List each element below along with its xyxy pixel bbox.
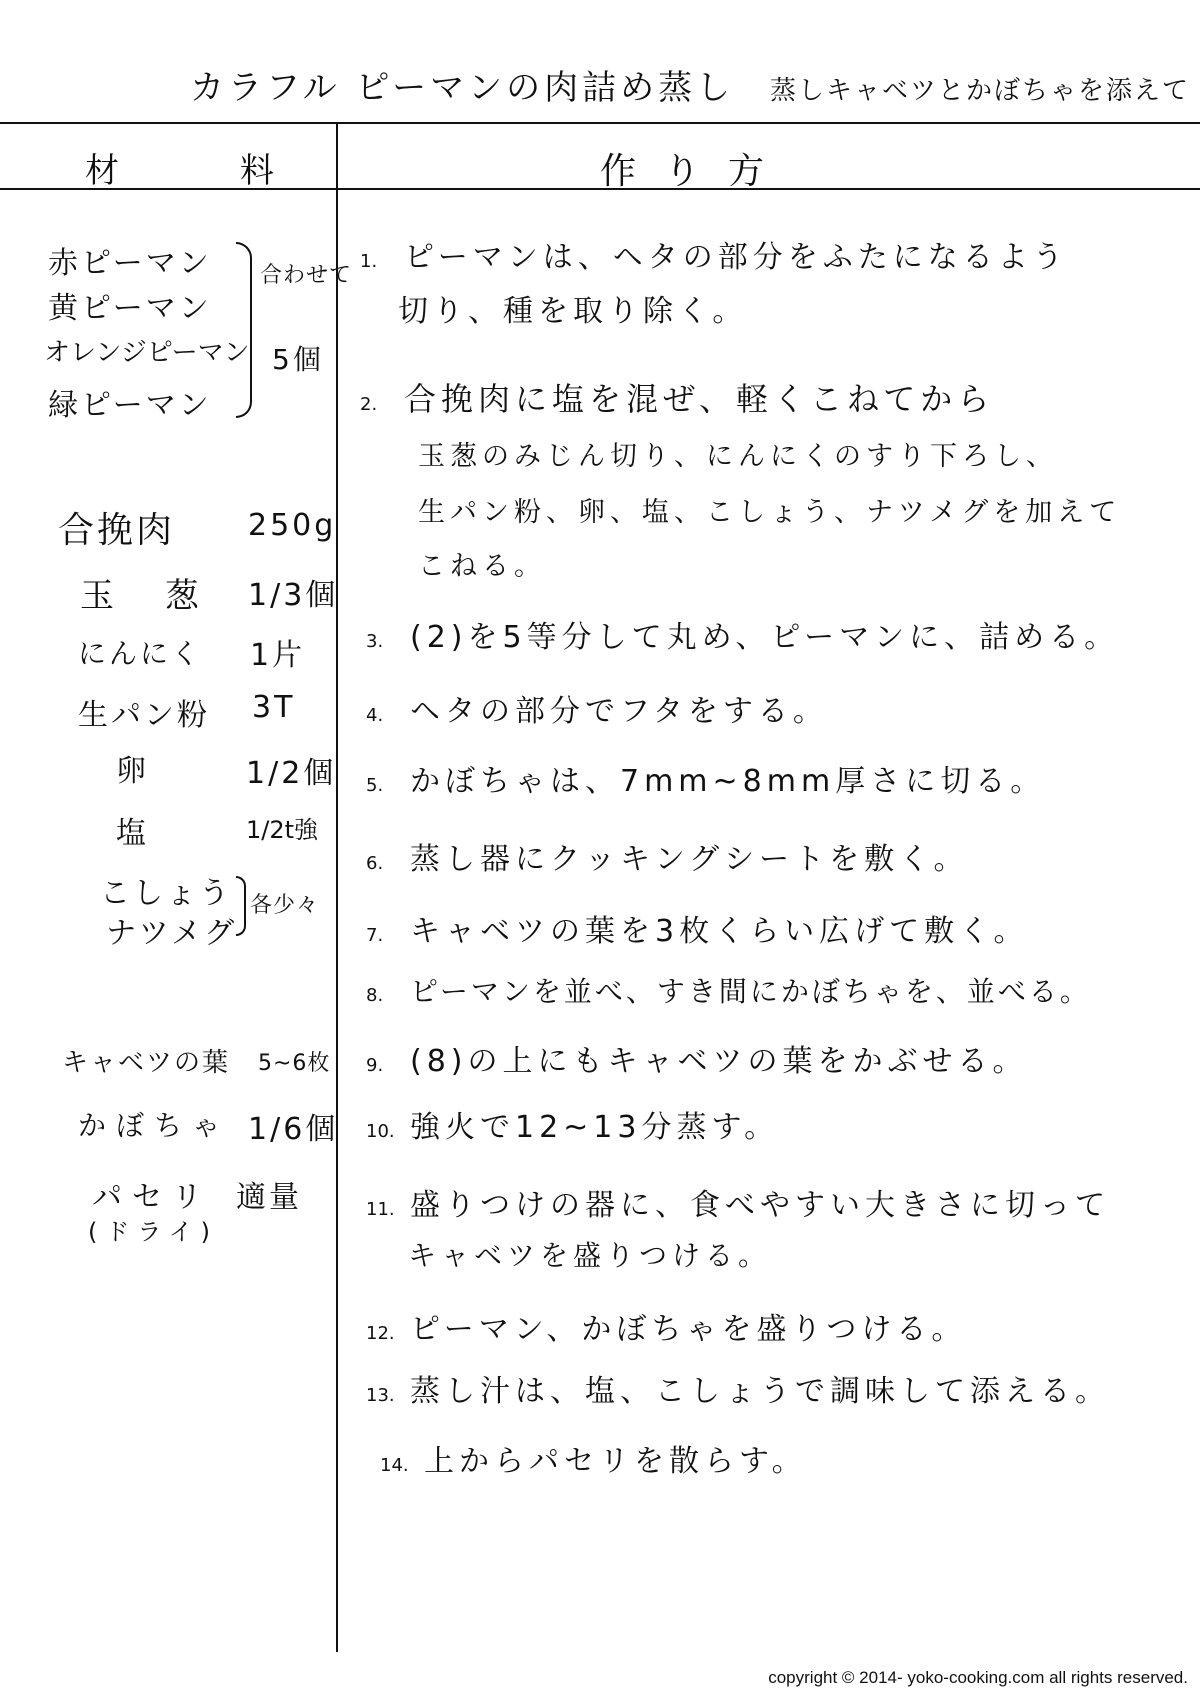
step-number: 7. (366, 925, 384, 946)
step-3 (366, 612, 1119, 656)
ingredient-amount: 1/3個 (248, 578, 339, 613)
step-text: キャベツの葉を3枚くらい広げて敷く。 (410, 914, 1029, 949)
seasoning-brace (236, 876, 246, 936)
ingredient-orange-pepper: オレンジピーマン (44, 338, 250, 368)
step-10 (366, 1102, 779, 1146)
ingredient-name: にんにく (78, 637, 203, 670)
step-text: (2)を5等分して丸め、ピーマンに、詰める。 (410, 620, 1120, 655)
step-13 (366, 1366, 1110, 1410)
step-2 (360, 374, 994, 420)
step-5 (366, 756, 1045, 800)
step-number: 8. (366, 985, 384, 1006)
step-12 (366, 1304, 966, 1348)
step-number: 2. (360, 394, 378, 415)
pepper-amount: 5個 (272, 343, 324, 376)
step-number: 12. (366, 1323, 395, 1344)
step-number: 5. (366, 775, 384, 796)
step-2-cont: 玉葱のみじん切り、にんにくのすり下ろし、 (418, 441, 1058, 472)
step-text: 蒸し汁は、塩、こしょうで調味して添える。 (410, 1374, 1110, 1409)
step-text: (8)の上にもキャベツの葉をかぶせる。 (410, 1044, 1028, 1079)
step-4 (366, 686, 828, 730)
step-number: 1. (360, 251, 378, 272)
ingredient-amount: 5~6枚 (258, 1051, 331, 1076)
step-number: 11. (366, 1199, 395, 1220)
ingredient-name: キャベツの葉 (62, 1048, 231, 1078)
step-text: 蒸し器にクッキングシートを敷く。 (410, 842, 969, 877)
step-number: 9. (366, 1055, 384, 1076)
step-text: 強火で12~13分蒸す。 (410, 1110, 780, 1145)
ingredient-name: 合挽肉 (58, 510, 176, 551)
step-text: ピーマンは、ヘタの部分をふたになるよう (404, 240, 1068, 275)
step-text: ピーマンを並べ、すき間にかぼちゃを、並べる。 (410, 975, 1091, 1008)
ingredient-pepper-spice: こしょう (100, 876, 232, 911)
step-text: かぼちゃは、7mm~8mm厚さに切る。 (410, 764, 1046, 799)
ingredient-nutmeg: ナツメグ (106, 916, 238, 951)
ingredient-amount: 1/2t強 (246, 816, 319, 844)
ingredient-name: パセリ (92, 1180, 212, 1215)
ingredients-header-char-1: 材 (85, 151, 122, 191)
step-14 (380, 1436, 807, 1480)
seasoning-amount: 各少々 (250, 893, 320, 918)
step-9 (366, 1036, 1028, 1080)
step-number: 6. (366, 853, 384, 874)
step-1 (360, 232, 1068, 276)
ingredient-red-pepper: 赤ピーマン (48, 246, 212, 281)
ingredient-yellow-pepper: 黄ピーマン (48, 291, 212, 326)
ingredient-amount: 1/6個 (248, 1112, 339, 1147)
ingredient-amount: 3T (252, 690, 296, 725)
recipe-title: カラフル ピーマンの肉詰め蒸し (190, 68, 735, 108)
step-text: 上からパセリを散らす。 (424, 1444, 807, 1479)
ingredient-amount: 250g (248, 508, 337, 543)
step-number: 4. (366, 705, 384, 726)
step-number: 3. (366, 631, 384, 652)
pepper-brace (236, 242, 252, 418)
step-8 (366, 970, 1091, 1010)
ingredient-name: かぼちゃ (78, 1109, 231, 1142)
ingredient-amount: 1片 (250, 638, 306, 673)
step-2-cont: 生パン粉、卵、塩、こしょう、ナツメグを加えて (418, 497, 1122, 528)
ingredient-name: 玉 葱 (80, 576, 219, 616)
step-6 (366, 834, 969, 878)
copyright-notice: copyright © 2014- yoko-cooking.com all rights reserved. (768, 1668, 1188, 1687)
step-number: 14. (380, 1455, 409, 1476)
step-text: ピーマン、かぼちゃを盛りつける。 (410, 1312, 967, 1347)
ingredient-name: 塩 (116, 816, 149, 851)
pepper-note: 合わせて (260, 263, 353, 288)
step-11 (366, 1180, 1110, 1224)
ingredient-name: 卵 (116, 754, 149, 789)
step-11-cont: キャベツを盛りつける。 (408, 1239, 772, 1272)
step-number: 13. (366, 1385, 395, 1406)
ingredient-name: 生パン粉 (78, 698, 210, 733)
method-header: 作り方 (600, 151, 793, 192)
step-text: 盛りつけの器に、食べやすい大きさに切って (410, 1188, 1110, 1223)
step-number: 10. (366, 1121, 395, 1142)
ingredient-amount: 1/2個 (246, 756, 337, 791)
step-7 (366, 906, 1029, 950)
parsley-note: (ドライ) (88, 1218, 219, 1246)
step-2-cont: こねる。 (418, 551, 546, 582)
top-rule (0, 122, 1200, 124)
recipe-subtitle: 蒸しキャベツとかぼちゃを添えて (770, 76, 1191, 106)
step-1-cont: 切り、種を取り除く。 (398, 294, 748, 329)
step-text: 合挽肉に塩を混ぜ、軽くこねてから (404, 380, 995, 418)
ingredient-green-pepper: 緑ピーマン (48, 388, 212, 423)
ingredient-amount: 適量 (236, 1180, 302, 1215)
step-text: ヘタの部分でフタをする。 (410, 694, 828, 729)
column-divider (336, 122, 338, 1652)
ingredients-header-char-2: 料 (240, 151, 277, 191)
